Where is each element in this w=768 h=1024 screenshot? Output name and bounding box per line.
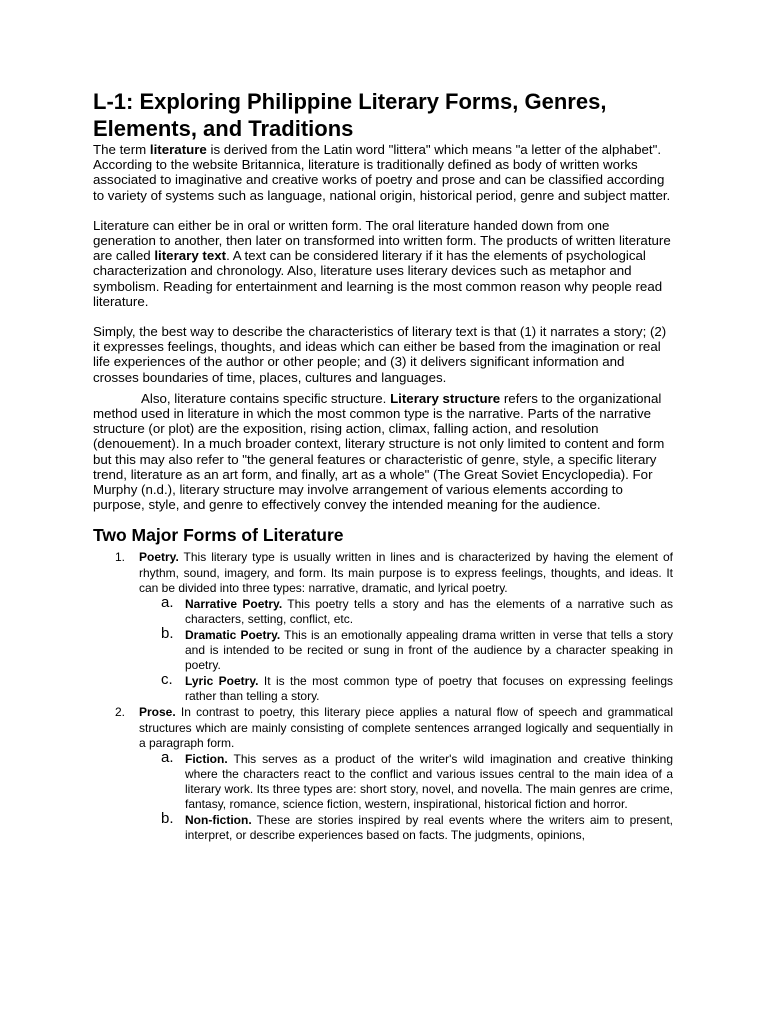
prose-types-list [139,748,673,844]
list-item-lyric-poetry: c. Lyric Poetry. It is the most common type of poetry that focuses on expressing feelings rather than telling a story. [161,671,673,704]
term-poetry: Poetry. [139,550,179,565]
list-number: 1. [115,550,126,565]
list-item-non-fiction: b. Non-fiction. These are stories inspired by real events where the writers aim to present, interpret, or describe experiences based on facts. The judgments, opinions, [161,810,673,843]
forms-list [93,550,673,843]
document-page [93,88,673,844]
list-item-narrative-poetry: a. Narrative Poetry. This poetry tells a story and has the elements of a narrative such as characters, setting, conflict, etc. [161,593,673,626]
paragraph-literary-structure: Also, literature contains specific structure. Literary structure refers to the organizational method used in literature in which the most common type is the narrative. Parts of the narrative structure (or plot) are the exposition, rising action, climax, falling action, and resolution (denouement). In a much broader context, literary structure is not only limited to content and form but this may also refer to "the general features or characteristic of genre, style, a specific literary trend, literature as an art form, and finally, art as a whole" (The Great Soviet Encyclopedia). For Murphy (n.d.), literary structure may involve arrangement of various elements according to purpose, style, and genre to effectively convey the intended meaning for the audience. [93,390,665,513]
list-item-prose: 2. Prose. In contrast to poetry, this literary piece applies a natural flow of speech and grammatical structures which are mainly consisting of complete sentences arranged logically and sequentially in a paragraph form. a. Fiction. This serves as a product of the writer's wild imagination and creative thinking where the characters react to the conflict and various issues central to the main idea of a literary work. Its three types are: short story, novel, and novella. The main genres are crime, fantasy, romance, science fiction, western, inspirational, historical fiction and horror. b. Non-fiction. These are stories inspired by real events where the writers aim to present, interpret, or describe experiences based on facts. The judgments, opinions, [115,705,673,843]
paragraph-literature-definition: The term literature is derived from the Latin word "littera" which means "a letter of the alphabet". According to the website Britannica, literature is traditionally defined as body of written works associated to imaginative and creative works of poetry and prose and can be classified according to variety of systems such as language, national origin, historical period, genre and subject matter. [93,142,671,203]
term-literary-structure: Literary structure [390,390,501,406]
term-literary-text: literary text [154,248,227,264]
term-literature: literature [149,142,207,157]
list-number: 2. [115,705,126,720]
list-letter: c. [161,671,173,689]
poetry-types-list [139,593,673,705]
list-letter: a. [161,748,174,766]
list-letter: b. [161,810,174,828]
paragraph-oral-written: Literature can either be in oral or written form. The oral literature handed down from one generation to another, then later on transformed into written form. The products of written literature are called literary text. A text can be considered literary if it has the elements of psychological characterization and chronology. Also, literature uses literary devices such as metaphor and symbolism. Reading for entertainment and learning is the most common reason why people read literature. [93,217,671,309]
page-title: L-1: Exploring Philippine Literary Forms, Genres, Elements, and Traditions [93,89,607,141]
list-letter: a. [161,593,174,611]
paragraph-characteristics: Simply, the best way to describe the characteristics of literary text is that (1) it narrates a story; (2) it expresses feelings, thoughts, and ideas which can either be based from the imagination or real life experiences of the author or other people; and (3) it delivers significant information and crosses boundaries of time, places, cultures and languages. [93,324,667,385]
list-item-dramatic-poetry: b. Dramatic Poetry. This is an emotionally appealing drama written in verse that tells a story and is intended to be recited or sung in front of the audience by a character speaking in poetry. [161,624,673,673]
list-item-fiction: a. Fiction. This serves as a product of the writer's wild imagination and creative thinking where the characters react to the conflict and various issues central to the main idea of a literary work. Its three types are: short story, novel, and novella. The main genres are crime, fantasy, romance, science fiction, western, inspirational, historical fiction and horror. [161,748,673,811]
list-item-poetry: 1. Poetry. This literary type is usually written in lines and is characterized by having the element of rhythm, sound, imagery, and form. Its main purpose is to express feelings, thoughts, and ideas. It can be divided into three types: narrative, dramatic, and lyrical poetry. a. Narrative Poetry. This poetry tells a story and has the elements of a narrative such as characters, setting, conflict, etc. b. Dramatic Poetry. This is an emotionally appealing drama written in verse that tells a story and is intended to be recited or sung in front of the audience by a character speaking in poetry. c. Lyric Poetry. It is the most common type of poetry that focuses on expressing feelings rather than telling a story. [115,550,673,704]
term-prose: Prose. [139,705,176,720]
list-letter: b. [161,624,174,642]
section-heading: Two Major Forms of Literature [93,525,344,546]
